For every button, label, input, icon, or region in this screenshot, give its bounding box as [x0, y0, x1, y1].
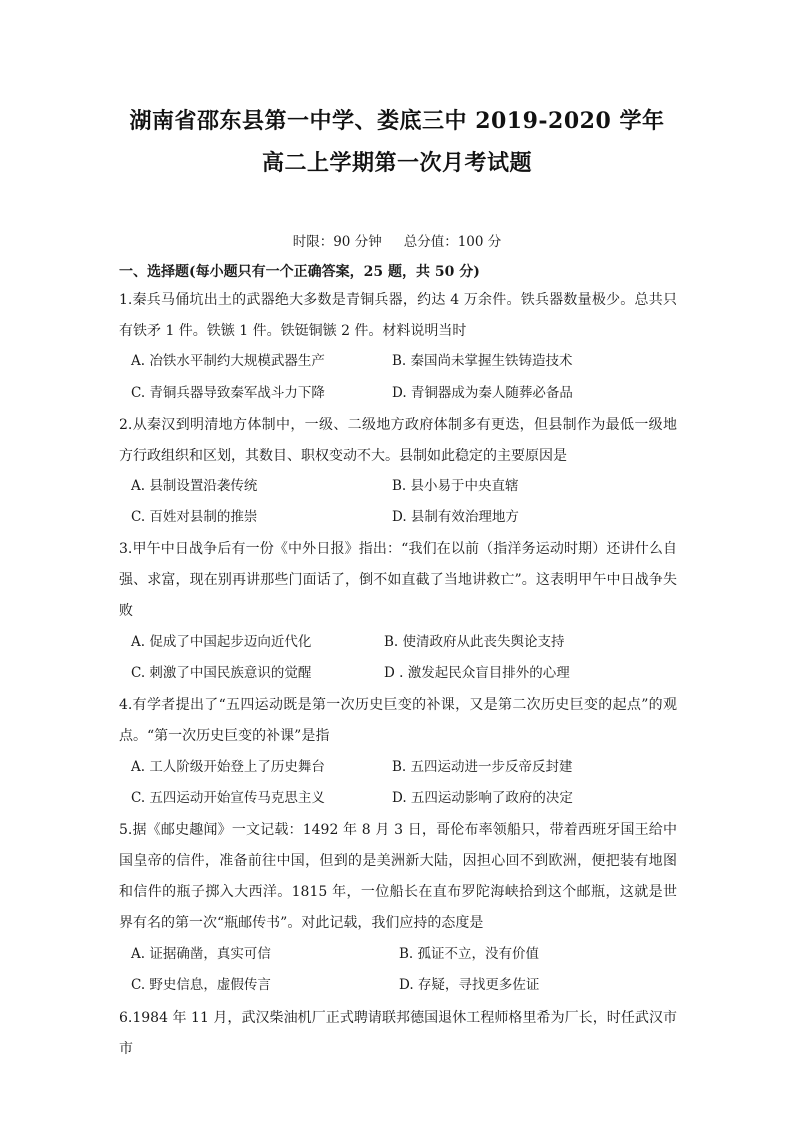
time-limit: 时限：90 分钟: [292, 234, 382, 250]
question-4-option-b: B. 五四运动进一步反帝反封建: [392, 759, 573, 775]
question-3-option-b: B. 使清政府从此丧失舆论支持: [384, 634, 565, 650]
question-5-option-d: D. 存疑，寻找更多佐证: [399, 977, 540, 993]
question-4-stem: 4.有学者提出了“五四运动既是第一次历史巨变的补课，又是第二次历史巨变的起点”的观点。“第一次历史巨变的补课”是指: [119, 697, 677, 744]
question-3-option-c: C. 刺激了中国民族意识的觉醒: [131, 665, 312, 681]
document-title-line1: 湖南省邵东县第一中学、娄底三中 2019-2020 学年: [129, 108, 665, 134]
section-heading: 一、选择题(每小题只有一个正确答案，25 题，共 50 分): [119, 264, 480, 280]
question-5-option-c: C. 野史信息，虚假传言: [131, 977, 271, 993]
question-1-option-c: C. 青铜兵器导致秦军战斗力下降: [131, 385, 325, 401]
question-5-option-b: B. 孤证不立，没有价值: [399, 946, 540, 962]
question-2-stem: 2.从秦汉到明清地方体制中，一级、二级地方政府体制多有更迭，但县制作为最低一级地方行政组织和区划，其数目、职权变动不大。县制如此稳定的主要原因是: [119, 417, 677, 464]
question-1-option-b: B. 秦国尚未掌握生铁铸造技术: [392, 353, 573, 369]
question-2-option-d: D. 县制有效治理地方: [392, 509, 519, 525]
question-1-option-d: D. 青铜器成为秦人随葬必备品: [392, 385, 573, 401]
document-title-line2: 高二上学期第一次月考试题: [261, 150, 532, 176]
question-5-stem: 5.据《邮史趣闻》一文记载：1492 年 8 月 3 日，哥伦布率领船只，带着西班牙国王给中国皇帝的信件，准备前往中国，但到的是美洲新大陆，因担心回不到欧洲，便把装有地图和信件的瓶子掷入大西洋。1815 年，一位船长在直布罗陀海峡拾到这个邮瓶，这就是世界有名的第一次“瓶邮传书”。对此记载，我们应持的态度是: [119, 822, 677, 931]
question-3-option-a: A. 促成了中国起步迈向近代化: [131, 634, 312, 650]
question-6-stem: 6.1984 年 11 月，武汉柴油机厂正式聘请联邦德国退休工程师格里希为厂长，时任武汉市市: [119, 1010, 677, 1057]
question-2-option-c: C. 百姓对县制的推崇: [131, 509, 258, 525]
question-1-stem: 1.秦兵马俑坑出土的武器绝大多数是青铜兵器，约达 4 万余件。铁兵器数量极少。总共只有铁矛 1 件。铁镞 1 件。铁铤铜镞 2 件。材料说明当时: [119, 292, 677, 339]
total-score: 总分值：100 分: [403, 234, 502, 250]
question-3-option-d: D . 激发起民众盲目排外的心理: [384, 665, 570, 681]
exam-meta: [0, 230, 794, 250]
question-4-option-c: C. 五四运动开始宣传马克思主义: [131, 790, 325, 806]
question-4-option-d: D. 五四运动影响了政府的决定: [392, 790, 573, 806]
question-4-option-a: A. 工人阶级开始登上了历史舞台: [131, 759, 325, 775]
question-2-option-a: A. 县制设置沿袭传统: [131, 478, 258, 494]
question-1-option-a: A. 冶铁水平制约大规模武器生产: [131, 353, 325, 369]
question-3-stem: 3.甲午中日战争后有一份《中外日报》指出：“我们在以前（指洋务运动时期）还讲什么自强、求富，现在别再讲那些门面话了，倒不如直截了当地讲救亡”。这表明甲午中日战争失败: [119, 541, 677, 619]
question-5-option-a: A. 证据确凿，真实可信: [131, 946, 271, 962]
question-2-option-b: B. 县小易于中央直辖: [392, 478, 519, 494]
